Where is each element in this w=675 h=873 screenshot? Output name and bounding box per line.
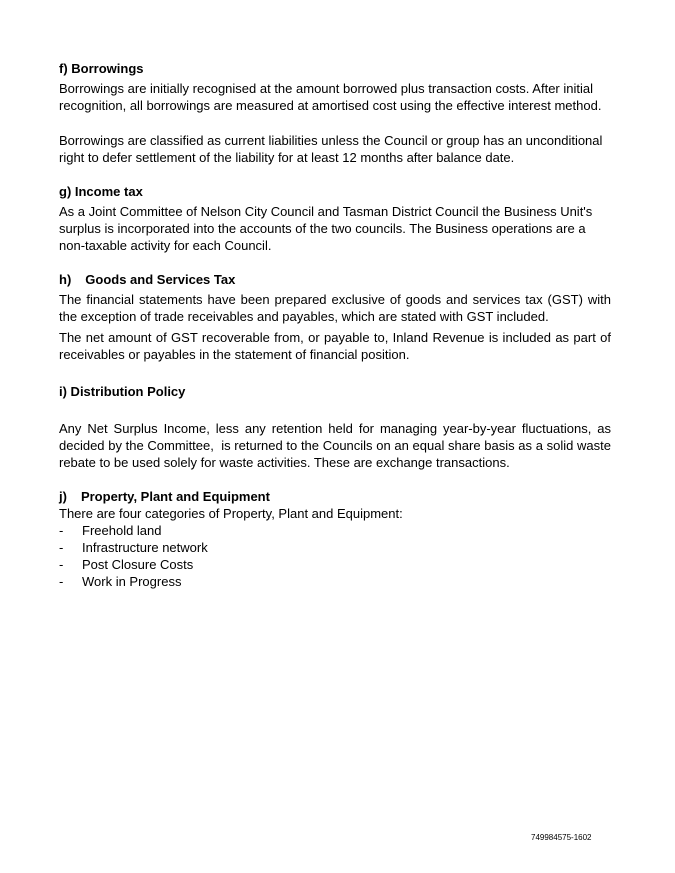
dash-bullet: - (59, 540, 64, 555)
ppe-category-list (59, 522, 611, 590)
section-title-ppe: Property, Plant and Equipment (80, 489, 270, 504)
list-item-text: Post Closure Costs (82, 557, 194, 572)
section-title-gst: Goods and Services Tax (85, 272, 236, 287)
list-item (59, 539, 611, 556)
section-heading-distribution-policy: i) Distribution Policy (59, 384, 186, 399)
section-borrowings (59, 60, 611, 166)
section-letter-j: j) (59, 489, 67, 504)
borrowings-paragraph-1: Borrowings are initially recognised at the amount borrowed plus transaction costs. After initial recognition, all borrowings are measured at amortised cost using the effective interest method. (59, 81, 602, 113)
list-item-text: Infrastructure network (82, 540, 208, 555)
section-distribution-policy (59, 383, 615, 471)
distribution-policy-paragraph: Any Net Surplus Income, less any retention held for managing year-by-year fluctuations, as decided by the Committee, is returned to the Councils on an equal share basis as a solid waste rebate to be used solely for waste activities. These are exchange transactions. (59, 421, 615, 470)
dash-bullet: - (59, 557, 64, 572)
section-ppe (59, 488, 611, 590)
document-page (59, 60, 615, 590)
list-item-text: Freehold land (82, 523, 162, 538)
document-id-footer: 749984575-1602 (531, 833, 592, 842)
gst-paragraph-2: The net amount of GST recoverable from, or payable to, Inland Revenue is included as part of receivables or payables in the statement of financial position. (59, 330, 611, 362)
dash-bullet: - (59, 523, 64, 538)
section-heading-income-tax: g) Income tax (59, 184, 143, 199)
section-heading-gst (59, 271, 611, 288)
ppe-intro: There are four categories of Property, Plant and Equipment: (59, 506, 403, 521)
income-tax-paragraph: As a Joint Committee of Nelson City Council and Tasman District Council the Business Unit's surplus is incorporated into the accounts of the two councils. The Business operations are a non-taxable activity for each Council. (59, 204, 593, 253)
section-gst (59, 271, 611, 363)
section-heading-ppe (59, 488, 611, 505)
borrowings-paragraph-2: Borrowings are classified as current liabilities unless the Council or group has an unconditional right to defer settlement of the liability for at least 12 months after balance date. (59, 133, 603, 165)
list-item (59, 573, 611, 590)
list-item-text: Work in Progress (82, 574, 182, 589)
section-heading-borrowings: f) Borrowings (59, 61, 144, 76)
section-income-tax (59, 183, 611, 254)
list-item (59, 522, 611, 539)
list-item (59, 556, 611, 573)
dash-bullet: - (59, 574, 64, 589)
section-letter-h: h) (59, 272, 72, 287)
gst-paragraph-1: The financial statements have been prepared exclusive of goods and services tax (GST) with the exception of trade receivables and payables, which are stated with GST included. (59, 292, 611, 324)
